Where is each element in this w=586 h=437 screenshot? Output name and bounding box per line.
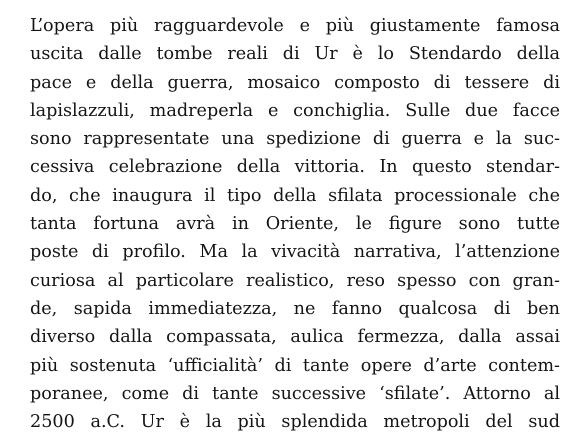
text-line-8: tanta fortuna avrà in Oriente, le figure sono tutte (30, 214, 560, 235)
text-line-12: diverso dalla compassata, aulica fermezza, dalla assai (30, 327, 560, 348)
text-line-9: poste di profilo. Ma la vivacità narrativa, l’attenzione (30, 242, 560, 263)
text-line-13: più sostenuta ‘ufficialità’ di tante opere d’arte contem- (30, 355, 560, 376)
text-line-15: 2500 a.C. Ur è la più splendida metropoli del sud (30, 412, 560, 433)
text-line-1: L’opera più ragguardevole e più giustamente famosa (30, 16, 560, 36)
text-line-10: curiosa al particolare realistico, reso spesso con gran- (30, 270, 560, 291)
text-line-7: do, che inaugura il tipo della sfilata processionale che (30, 185, 560, 206)
body-paragraph (30, 12, 560, 436)
text-line-5: sono rappresentate una spedizione di guerra e la suc- (30, 129, 560, 150)
text-line-3: pace e della guerra, mosaico composto di tessere di (30, 72, 560, 93)
text-line-2: uscita dalle tombe reali di Ur è lo Stendardo della (30, 44, 560, 65)
text-line-11: de, sapida immediatezza, ne fanno qualcosa di ben (30, 298, 560, 319)
text-line-14: poranee, come di tante successive ‘sfilate’. Attorno al (30, 383, 560, 404)
text-line-4: lapislazzuli, madreperla e conchiglia. Sulle due facce (30, 100, 560, 121)
text-line-6: cessiva celebrazione della vittoria. In questo stendar- (30, 157, 560, 178)
